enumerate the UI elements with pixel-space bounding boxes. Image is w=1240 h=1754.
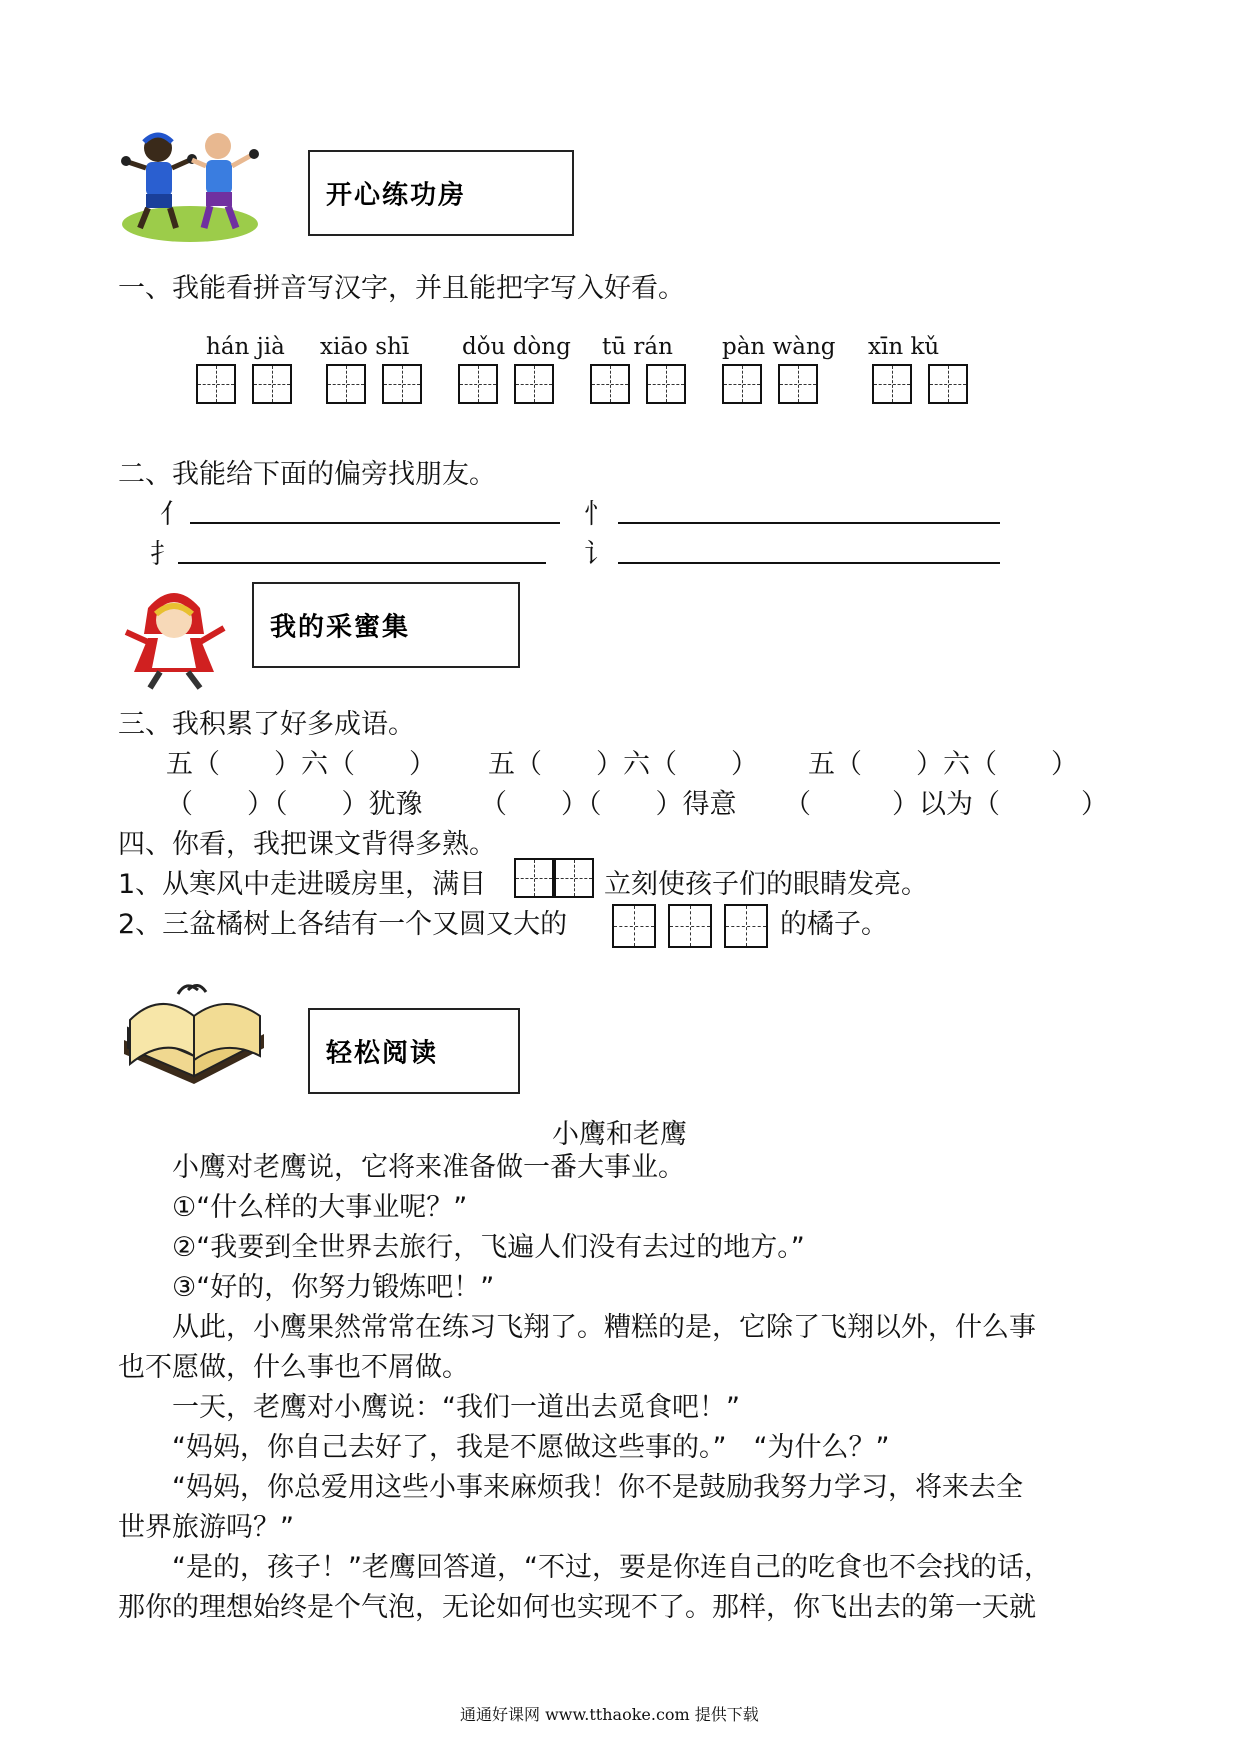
reading-line: “妈妈，你自己去好了，我是不愿做这些事的。” “为什么？” xyxy=(118,1432,890,1463)
radical-label: 扌 xyxy=(150,539,177,570)
writing-grid-box[interactable] xyxy=(612,904,656,948)
writing-grid-box[interactable] xyxy=(646,364,686,404)
answer-line[interactable] xyxy=(618,522,1000,524)
writing-grid-box[interactable] xyxy=(668,904,712,948)
pinyin-label: xiāo shī xyxy=(320,334,410,360)
reading-line: 一天，老鹰对小鹰说：“我们一道出去觅食吧！” xyxy=(118,1392,740,1423)
reading-line: ③“好的，你努力锻炼吧！” xyxy=(118,1272,495,1303)
radical-label: 讠 xyxy=(584,539,611,570)
answer-line[interactable] xyxy=(178,562,546,564)
idiom-blank: 五（ ）六（ ） xyxy=(488,749,758,780)
fill-sentence-1: 1、从寒风中走进暖房里，满目 xyxy=(118,869,487,900)
idiom-blank: （ ）（ ）得意 xyxy=(480,789,737,820)
idiom-blank: （ ）（ ）犹豫 xyxy=(166,789,423,820)
question-4: 四、你看，我把课文背得多熟。 xyxy=(118,829,496,860)
pinyin-label: hán jià xyxy=(206,334,285,360)
section-title-box xyxy=(308,1008,520,1094)
writing-grid-box[interactable] xyxy=(778,364,818,404)
section-title: 开心练功房 xyxy=(326,180,467,211)
radical-label: 忄 xyxy=(584,499,611,530)
writing-grid-box[interactable] xyxy=(326,364,366,404)
pinyin-label: dǒu dòng xyxy=(462,334,571,360)
question-2: 二、我能给下面的偏旁找朋友。 xyxy=(118,459,496,490)
section-title: 轻松阅读 xyxy=(326,1038,439,1069)
reading-line: 从此，小鹰果然常常在练习飞翔了。糟糕的是，它除了飞翔以外，什么事 xyxy=(118,1312,1036,1343)
writing-grid-box[interactable] xyxy=(724,904,768,948)
writing-grid-box[interactable] xyxy=(382,364,422,404)
writing-grid-box[interactable] xyxy=(514,858,554,898)
writing-grid-box[interactable] xyxy=(252,364,292,404)
writing-grid-box[interactable] xyxy=(514,364,554,404)
exercising-kids-illustration xyxy=(118,124,268,244)
idiom-blank: （ ）以为（ ） xyxy=(784,789,1108,820)
writing-grid-box[interactable] xyxy=(928,364,968,404)
fill-sentence-2-end: 的橘子。 xyxy=(780,909,888,940)
open-book-illustration xyxy=(118,980,268,1090)
reading-line: ②“我要到全世界去旅行，飞遍人们没有去过的地方。” xyxy=(118,1232,805,1263)
question-3: 三、我积累了好多成语。 xyxy=(118,709,415,740)
writing-grid-box[interactable] xyxy=(722,364,762,404)
question-1: 一、我能看拼音写汉字，并且能把字写入好看。 xyxy=(118,273,685,304)
section-title-box xyxy=(308,150,574,236)
reading-line: 小鹰对老鹰说，它将来准备做一番大事业。 xyxy=(118,1152,685,1183)
section-title: 我的采蜜集 xyxy=(270,612,411,643)
section-title-box xyxy=(252,582,520,668)
writing-grid-box[interactable] xyxy=(458,364,498,404)
reading-title: 小鹰和老鹰 xyxy=(552,1119,687,1150)
footer-credit: 通通好课网 www.tthaoke.com 提供下载 xyxy=(460,1705,759,1724)
reading-line: ①“什么样的大事业呢？” xyxy=(118,1192,468,1223)
reading-line: 那你的理想始终是个气泡，无论如何也实现不了。那样，你飞出去的第一天就 xyxy=(118,1592,1036,1623)
answer-line[interactable] xyxy=(618,562,1000,564)
idiom-blank: 五（ ）六（ ） xyxy=(166,749,436,780)
reading-line: “是的，孩子！”老鹰回答道，“不过，要是你连自己的吃食也不会找的话， xyxy=(118,1552,1051,1583)
pinyin-label: xīn kǔ xyxy=(868,334,940,360)
reading-line: 也不愿做，什么事也不屑做。 xyxy=(118,1352,469,1383)
pinyin-label: tū rán xyxy=(602,334,673,360)
radical-label: 亻 xyxy=(160,499,187,530)
answer-line[interactable] xyxy=(190,522,560,524)
idiom-blank: 五（ ）六（ ） xyxy=(808,749,1078,780)
pinyin-label: pàn wàng xyxy=(722,334,836,360)
reading-line: 世界旅游吗？” xyxy=(118,1512,294,1543)
fill-sentence-2: 2、三盆橘树上各结有一个又圆又大的 xyxy=(118,909,568,940)
writing-grid-box[interactable] xyxy=(196,364,236,404)
reading-line: “妈妈，你总爱用这些小事来麻烦我！你不是鼓励我努力学习，将来去全 xyxy=(118,1472,1023,1503)
writing-grid-box[interactable] xyxy=(590,364,630,404)
writing-grid-box[interactable] xyxy=(872,364,912,404)
fill-sentence-1-end: 立刻使孩子们的眼睛发亮。 xyxy=(604,869,928,900)
girl-red-hood-illustration xyxy=(118,580,230,692)
writing-grid-box[interactable] xyxy=(554,858,594,898)
